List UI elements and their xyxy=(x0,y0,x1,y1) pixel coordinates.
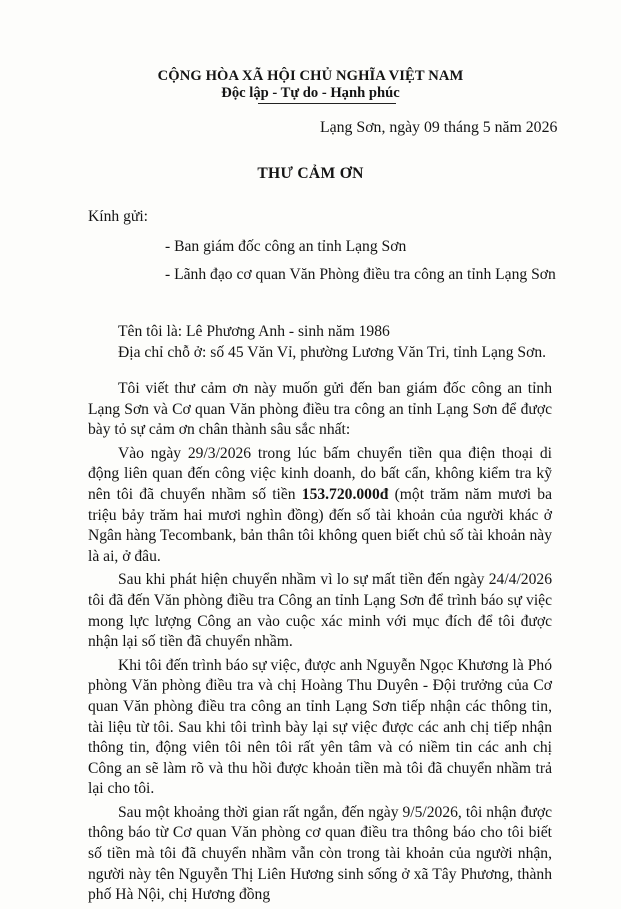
paragraph-5: Sau một khoảng thời gian rất ngắn, đến ngày 9/5/2026, tôi nhận được thông báo từ Cơ quan Văn phòng cơ quan điều tra thông báo cho tôi biết số tiền mà tôi đã chuyển nhầm vẫn còn trong tài khoản của người nhận, người này tên Nguyễn Thị Liên Hương sinh sống ở xã Tây Phương, thành phố Hà Nội, chị Hương đồng xyxy=(88,803,552,904)
paragraph-2-text-b: (một trăm năm mươi ba triệu bảy trăm hai mươi nghìn đồng) đến số tài khoản của người khác ở Ngân hàng Tecombank, bản thân tôi không quen biết chủ số tài khoản này là ai, ở đâu. xyxy=(88,485,552,565)
letter-body xyxy=(88,379,552,909)
recipient-1: - Ban giám đốc công an tỉnh Lạng Sơn xyxy=(165,238,407,255)
paragraph-2-text-a: Vào ngày 29/3/2026 trong lúc bấm chuyển tiền qua điện thoại di động liên quan đến công việc kinh doanh, do bất cẩn, không kiểm tra kỹ nên tôi đã chuyển nhầm số tiền xyxy=(88,444,552,503)
letter-title: THƯ CẢM ƠN xyxy=(257,165,364,182)
recipient-2: - Lãnh đạo cơ quan Văn Phòng điều tra công an tỉnh Lạng Sơn xyxy=(165,266,556,283)
paragraph-1: Tôi viết thư cảm ơn này muốn gửi đến ban giám đốc công an tỉnh Lạng Sơn và Cơ quan Văn phòng điều tra công an tỉnh Lạng Sơn để được bày tỏ sự cảm ơn chân thành sâu sắc nhất: xyxy=(88,380,552,439)
national-title: CỘNG HÒA XÃ HỘI CHỦ NGHĨA VIỆT NAM xyxy=(157,68,464,84)
sender-name-line: Tên tôi là: Lê Phương Anh - sinh năm 1986 xyxy=(118,323,390,340)
place-date: Lạng Sơn, ngày 09 tháng 5 năm 2026 xyxy=(320,119,558,136)
national-motto: Độc lập - Tự do - Hạnh phúc xyxy=(221,85,400,101)
paragraph-3: Sau khi phát hiện chuyển nhầm vì lo sự mất tiền đến ngày 24/4/2026 tôi đã đến Văn phòng điều tra Công an tỉnh Lạng Sơn để trình báo sự việc mong lực lượng Công an vào cuộc xác minh với mục đích để tôi được nhận lại số tiền đã chuyển nhầm. xyxy=(88,571,552,651)
greeting: Kính gửi: xyxy=(88,208,148,225)
sender-info xyxy=(88,322,552,363)
sender-address-line: Địa chỉ chỗ ở: số 45 Văn Vỉ, phường Lương Văn Tri, tỉnh Lạng Sơn. xyxy=(118,343,547,361)
paragraph-4: Khi tôi đến trình báo sự việc, được anh Nguyễn Ngọc Khương là Phó phòng Văn phòng điều tra và chị Hoàng Thu Duyên - Đội trưởng của Cơ quan Văn phòng điều tra công an tỉnh Lạng Sơn tiếp nhận các thông tin, tài liệu từ tôi. Sau khi tôi trình bày lại sự việc được các anh chị tiếp nhận thông tin, động viên tôi nên tôi rất yên tâm và có niềm tin các anh chị Công an sẽ làm rõ và thu hồi được khoản tiền mà tôi đã chuyển nhầm trả lại cho tôi. xyxy=(88,656,552,798)
paragraph-2 xyxy=(88,444,552,568)
motto-underline xyxy=(258,103,396,104)
transfer-amount: 153.720.000đ xyxy=(301,485,389,503)
